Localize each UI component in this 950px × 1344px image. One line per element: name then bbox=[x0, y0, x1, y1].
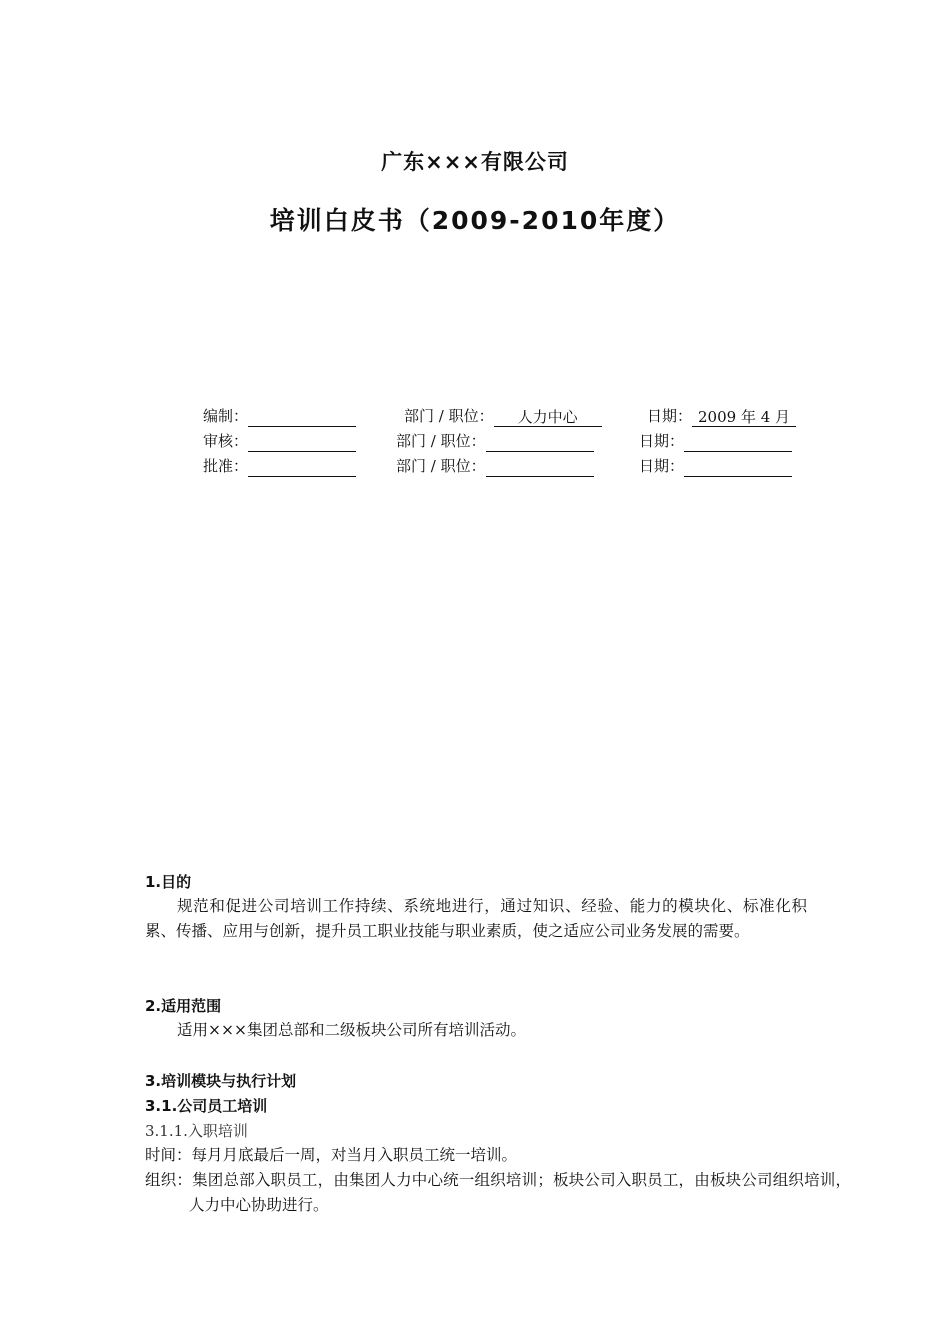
reviewed-by-line bbox=[248, 433, 356, 452]
reviewed-date-field bbox=[639, 430, 792, 452]
section-1-heading: 1.目的 bbox=[145, 873, 192, 891]
prepared-by-field bbox=[203, 405, 356, 427]
approved-dept-label: 部门 / 职位： bbox=[396, 457, 486, 475]
reviewed-dept-label: 部门 / 职位： bbox=[396, 432, 486, 450]
section-2-body: 适用×××集团总部和二级板块公司所有培训活动。 bbox=[177, 1021, 526, 1039]
prepared-dept-label: 部门 / 职位： bbox=[404, 407, 494, 425]
section-3-1-1-heading: 3.1.1.入职培训 bbox=[145, 1122, 248, 1140]
onboarding-time: 时间：每月月底最后一周，对当月入职员工统一培训。 bbox=[145, 1146, 518, 1164]
reviewed-date-label: 日期： bbox=[639, 432, 685, 450]
prepared-dept-value: 人力中心 bbox=[494, 408, 602, 427]
approved-by-line bbox=[248, 458, 356, 477]
prepared-date-field bbox=[647, 405, 796, 427]
approved-dept-field bbox=[396, 455, 594, 477]
reviewed-dept-line bbox=[486, 433, 594, 452]
prepared-by-label: 编制： bbox=[203, 407, 249, 425]
approved-date-line bbox=[684, 458, 792, 477]
section-3-1-heading: 3.1.公司员工培训 bbox=[145, 1097, 268, 1115]
signature-row-approved bbox=[0, 455, 950, 479]
approved-by-label: 批准： bbox=[203, 457, 249, 475]
prepared-date-value: 2009 年 4 月 bbox=[692, 408, 796, 427]
reviewed-date-line bbox=[684, 433, 792, 452]
approved-date-label: 日期： bbox=[639, 457, 685, 475]
prepared-date-label: 日期： bbox=[647, 407, 693, 425]
approved-by-field bbox=[203, 455, 356, 477]
company-name: 广东×××有限公司 bbox=[381, 150, 569, 174]
reviewed-dept-field bbox=[396, 430, 594, 452]
section-1-body: 规范和促进公司培训工作持续、系统地进行，通过知识、经验、能力的模块化、标准化积累、传播、应用与创新，提升员工职业技能与职业素质，使之适应公司业务发展的需要。 bbox=[145, 897, 807, 940]
prepared-dept-field bbox=[404, 405, 602, 427]
section-2-heading: 2.适用范围 bbox=[145, 997, 222, 1015]
reviewed-by-field bbox=[203, 430, 356, 452]
section-3-heading: 3.培训模块与执行计划 bbox=[145, 1072, 297, 1090]
signature-row-reviewed bbox=[0, 430, 950, 454]
document-title: 培训白皮书（2009-2010年度） bbox=[269, 206, 681, 235]
onboarding-organization: 组织：集团总部入职员工，由集团人力中心统一组织培训；板块公司入职员工，由板块公司组织培训，人力中心协助进行。 bbox=[145, 1171, 851, 1214]
signature-row-prepared bbox=[0, 405, 950, 429]
reviewed-by-label: 审核： bbox=[203, 432, 249, 450]
approved-date-field bbox=[639, 455, 792, 477]
approved-dept-line bbox=[486, 458, 594, 477]
prepared-by-line bbox=[248, 408, 356, 427]
